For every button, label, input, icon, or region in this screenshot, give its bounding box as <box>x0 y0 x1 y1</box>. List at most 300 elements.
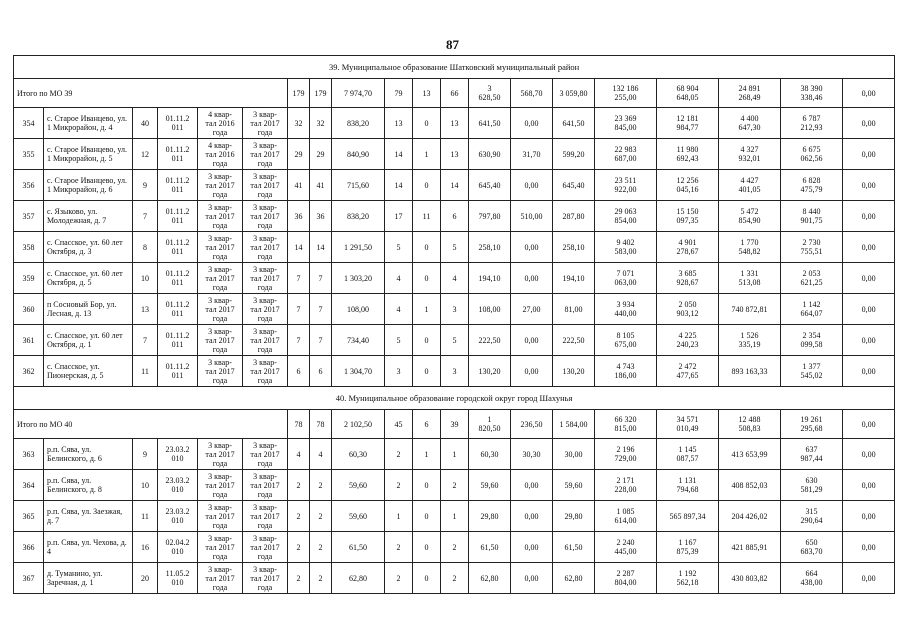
table-cell: 3 <box>441 356 469 387</box>
table-cell: 14 <box>441 170 469 201</box>
table-cell: 59,60 <box>332 501 385 532</box>
table-cell: 01.11.2 011 <box>158 139 198 170</box>
table-cell: 2 <box>288 470 310 501</box>
table-cell: 1 <box>413 439 441 470</box>
total-cell: 45 <box>385 410 413 439</box>
table-row <box>14 170 895 201</box>
table-cell: 60,30 <box>469 439 511 470</box>
table-cell: 01.11.2 011 <box>158 263 198 294</box>
table-cell: 360 <box>14 294 44 325</box>
table-cell: 1 192 562,18 <box>657 563 719 594</box>
table-cell: 740 872,81 <box>719 294 781 325</box>
table-cell: 3 <box>441 294 469 325</box>
table-cell: 1 770 548,82 <box>719 232 781 263</box>
table-cell: 1 167 875,39 <box>657 532 719 563</box>
table-cell: 0,00 <box>843 325 895 356</box>
table-cell: 650 683,70 <box>781 532 843 563</box>
table-cell: 6 <box>310 356 332 387</box>
address-cell: с. Языково, ул. Молодежная, д. 7 <box>44 201 133 232</box>
table-cell: 7 <box>133 201 158 232</box>
address-cell: с. Старое Иванцево, ул. 1 Микрорайон, д. 6 <box>44 170 133 201</box>
total-cell: 12 488 508,83 <box>719 410 781 439</box>
address-cell: п Сосновый Бор, ул. Лесная, д. 13 <box>44 294 133 325</box>
table-cell: 3 квар- тал 2017 года <box>198 232 243 263</box>
table-cell: 4 <box>288 439 310 470</box>
table-cell: 194,10 <box>469 263 511 294</box>
table-cell: 0,00 <box>511 108 553 139</box>
table-cell: 3 квар- тал 2017 года <box>243 294 288 325</box>
table-cell: 3 квар- тал 2017 года <box>243 325 288 356</box>
table-cell: 358 <box>14 232 44 263</box>
table-cell: 7 <box>288 325 310 356</box>
table-cell: 365 <box>14 501 44 532</box>
address-cell: р.п. Сява, ул. Заезжая, д. 7 <box>44 501 133 532</box>
table-cell: 6 <box>441 201 469 232</box>
table-cell: 0 <box>413 501 441 532</box>
table-cell: 1 145 087,57 <box>657 439 719 470</box>
total-cell: 3 059,80 <box>553 79 595 108</box>
table-cell: 258,10 <box>553 232 595 263</box>
table-cell: 838,20 <box>332 108 385 139</box>
table-cell: 2 <box>288 501 310 532</box>
table-cell: 41 <box>310 170 332 201</box>
table-cell: 3 квар- тал 2017 года <box>243 139 288 170</box>
table-cell: 22 983 687,00 <box>595 139 657 170</box>
total-cell: 179 <box>288 79 310 108</box>
table-cell: 0,00 <box>843 263 895 294</box>
table-cell: 01.11.2 011 <box>158 294 198 325</box>
table-cell: 17 <box>385 201 413 232</box>
table-cell: 637 987,44 <box>781 439 843 470</box>
table-cell: 2 171 228,00 <box>595 470 657 501</box>
table-cell: 15 150 097,35 <box>657 201 719 232</box>
total-row <box>14 410 895 439</box>
section-title: 39. Муниципальное образование Шатковский муниципальный район <box>14 56 895 79</box>
table-cell: 61,50 <box>469 532 511 563</box>
table-cell: 29 063 854,00 <box>595 201 657 232</box>
table-cell: 59,60 <box>332 470 385 501</box>
table-cell: 9 402 583,00 <box>595 232 657 263</box>
table-cell: 0,00 <box>511 501 553 532</box>
table-row <box>14 563 895 594</box>
total-cell: 38 390 338,46 <box>781 79 843 108</box>
table-cell: 222,50 <box>553 325 595 356</box>
table-cell: 3 квар- тал 2017 года <box>243 108 288 139</box>
table-cell: 0 <box>413 263 441 294</box>
table-cell: 0,00 <box>843 170 895 201</box>
table-cell: 41 <box>288 170 310 201</box>
table-cell: 02.04.2 010 <box>158 532 198 563</box>
table-cell: 6 787 212,93 <box>781 108 843 139</box>
table-cell: 3 квар- тал 2017 года <box>243 501 288 532</box>
table-cell: 108,00 <box>332 294 385 325</box>
table-cell: 362 <box>14 356 44 387</box>
table-cell: 0 <box>413 232 441 263</box>
table-cell: 0,00 <box>843 139 895 170</box>
table-cell: 0,00 <box>843 356 895 387</box>
table-cell: 29 <box>310 139 332 170</box>
table-cell: 7 <box>310 263 332 294</box>
table-cell: 645,40 <box>553 170 595 201</box>
total-cell: 1 584,00 <box>553 410 595 439</box>
table-cell: 108,00 <box>469 294 511 325</box>
table-cell: 2 <box>310 563 332 594</box>
table-cell: 0,00 <box>511 263 553 294</box>
total-label: Итого по МО 40 <box>14 410 288 439</box>
table-cell: 0,00 <box>843 201 895 232</box>
table-cell: 13 <box>441 108 469 139</box>
table-cell: 7 <box>310 325 332 356</box>
table-cell: 357 <box>14 201 44 232</box>
total-label: Итого по МО 39 <box>14 79 288 108</box>
table-cell: 3 квар- тал 2017 года <box>243 232 288 263</box>
total-cell: 236,50 <box>511 410 553 439</box>
table-cell: 4 <box>385 263 413 294</box>
total-cell: 3 628,50 <box>469 79 511 108</box>
table-cell: 23.03.2 010 <box>158 501 198 532</box>
table-cell: 287,80 <box>553 201 595 232</box>
table-cell: 61,50 <box>553 532 595 563</box>
table-cell: 3 934 440,00 <box>595 294 657 325</box>
table-cell: 7 071 063,00 <box>595 263 657 294</box>
total-cell: 34 571 010,49 <box>657 410 719 439</box>
table-row <box>14 294 895 325</box>
table-cell: 6 <box>288 356 310 387</box>
table-cell: 0,00 <box>511 563 553 594</box>
table-cell: 2 <box>385 532 413 563</box>
address-cell: р.п. Сява, ул. Белинского, д. 6 <box>44 439 133 470</box>
table-cell: 1 <box>385 501 413 532</box>
table-cell: 23.03.2 010 <box>158 439 198 470</box>
table-cell: 14 <box>385 139 413 170</box>
table-cell: 3 квар- тал 2017 года <box>198 501 243 532</box>
table-cell: 356 <box>14 170 44 201</box>
table-cell: 2 <box>310 501 332 532</box>
table-cell: 12 181 984,77 <box>657 108 719 139</box>
total-cell: 68 904 648,05 <box>657 79 719 108</box>
table-cell: 413 653,99 <box>719 439 781 470</box>
table-cell: 599,20 <box>553 139 595 170</box>
table-cell: 31,70 <box>511 139 553 170</box>
table-cell: 2 <box>441 470 469 501</box>
table-cell: 13 <box>385 108 413 139</box>
table-cell: 1 526 335,19 <box>719 325 781 356</box>
table-cell: 0 <box>413 356 441 387</box>
address-cell: с. Спасское, ул. 60 лет Октября, д. 1 <box>44 325 133 356</box>
table-row <box>14 501 895 532</box>
table-cell: 130,20 <box>553 356 595 387</box>
total-cell: 78 <box>288 410 310 439</box>
section-title-row <box>14 387 895 410</box>
table-cell: 2 287 804,00 <box>595 563 657 594</box>
table-cell: 258,10 <box>469 232 511 263</box>
table-cell: 59,60 <box>469 470 511 501</box>
table-cell: 630 581,29 <box>781 470 843 501</box>
total-cell: 66 <box>441 79 469 108</box>
table-cell: 20 <box>133 563 158 594</box>
address-cell: с. Спасское, ул. 60 лет Октября, д. 3 <box>44 232 133 263</box>
table-cell: 4 <box>385 294 413 325</box>
table-cell: 641,50 <box>469 108 511 139</box>
table-cell: 0,00 <box>511 170 553 201</box>
table-cell: 32 <box>288 108 310 139</box>
table-cell: 2 <box>385 439 413 470</box>
table-row <box>14 232 895 263</box>
total-cell: 79 <box>385 79 413 108</box>
table-cell: 59,60 <box>553 470 595 501</box>
table-cell: 630,90 <box>469 139 511 170</box>
table-cell: 8 <box>133 232 158 263</box>
table-cell: 62,80 <box>332 563 385 594</box>
table-cell: 359 <box>14 263 44 294</box>
table-cell: 40 <box>133 108 158 139</box>
table-row <box>14 439 895 470</box>
section-title-row <box>14 56 895 79</box>
table-cell: 01.11.2 011 <box>158 232 198 263</box>
table-cell: 11 980 692,43 <box>657 139 719 170</box>
total-cell: 2 102,50 <box>332 410 385 439</box>
table-cell: 1 131 794,68 <box>657 470 719 501</box>
table-cell: 1 <box>413 294 441 325</box>
table-cell: 1 303,20 <box>332 263 385 294</box>
table-cell: 0 <box>413 563 441 594</box>
address-cell: с. Старое Иванцево, ул. 1 Микрорайон, д. 5 <box>44 139 133 170</box>
total-cell: 66 320 815,00 <box>595 410 657 439</box>
table-cell: 366 <box>14 532 44 563</box>
table-cell: 0,00 <box>511 232 553 263</box>
table-cell: 222,50 <box>469 325 511 356</box>
table-cell: 1 377 545,02 <box>781 356 843 387</box>
table-cell: 01.11.2 011 <box>158 201 198 232</box>
table-cell: 361 <box>14 325 44 356</box>
table-cell: 4 743 186,00 <box>595 356 657 387</box>
table-cell: 7 <box>133 325 158 356</box>
table-cell: 29 <box>288 139 310 170</box>
table-cell: 364 <box>14 470 44 501</box>
table-cell: 355 <box>14 139 44 170</box>
table-cell: 1 142 664,07 <box>781 294 843 325</box>
table-cell: 2 <box>385 470 413 501</box>
table-cell: 5 <box>441 232 469 263</box>
table-cell: 3 квар- тал 2017 года <box>243 439 288 470</box>
table-cell: 62,80 <box>553 563 595 594</box>
table-cell: 36 <box>310 201 332 232</box>
total-cell: 13 <box>413 79 441 108</box>
table-cell: 5 <box>385 232 413 263</box>
table-cell: 0,00 <box>843 470 895 501</box>
table-cell: 6 828 475,79 <box>781 170 843 201</box>
table-cell: 3 квар- тал 2017 года <box>198 532 243 563</box>
table-cell: 2 <box>441 563 469 594</box>
table-row <box>14 470 895 501</box>
table-cell: 3 квар- тал 2017 года <box>198 263 243 294</box>
address-cell: д. Туманино, ул. Заречная, д. 1 <box>44 563 133 594</box>
table-cell: 3 квар- тал 2017 года <box>243 470 288 501</box>
table-cell: 510,00 <box>511 201 553 232</box>
table-cell: 2 354 099,58 <box>781 325 843 356</box>
table-cell: 10 <box>133 263 158 294</box>
table-row <box>14 356 895 387</box>
table-cell: 13 <box>441 139 469 170</box>
table-cell: 194,10 <box>553 263 595 294</box>
table-cell: 2 053 621,25 <box>781 263 843 294</box>
total-cell: 7 974,70 <box>332 79 385 108</box>
table-cell: 838,20 <box>332 201 385 232</box>
table-cell: 4 квар- тал 2016 года <box>198 108 243 139</box>
table-cell: 5 <box>385 325 413 356</box>
address-cell: р.п. Сява, ул. Чехова, д. 4 <box>44 532 133 563</box>
table-cell: 14 <box>310 232 332 263</box>
table-cell: 3 685 928,67 <box>657 263 719 294</box>
table-cell: 12 256 045,16 <box>657 170 719 201</box>
table-cell: 7 <box>310 294 332 325</box>
table-cell: 0,00 <box>843 563 895 594</box>
table-cell: 11 <box>133 356 158 387</box>
table-cell: 2 <box>385 563 413 594</box>
table-cell: 3 квар- тал 2017 года <box>198 470 243 501</box>
table-cell: 61,50 <box>332 532 385 563</box>
table-cell: 2 196 729,00 <box>595 439 657 470</box>
table-cell: 2 472 477,65 <box>657 356 719 387</box>
total-cell: 1 820,50 <box>469 410 511 439</box>
table-cell: 565 897,34 <box>657 501 719 532</box>
table-cell: 30,30 <box>511 439 553 470</box>
table-cell: 734,40 <box>332 325 385 356</box>
table-cell: 204 426,02 <box>719 501 781 532</box>
table-cell: 9 <box>133 439 158 470</box>
table-row <box>14 201 895 232</box>
table-cell: 4 квар- тал 2016 года <box>198 139 243 170</box>
table-cell: 60,30 <box>332 439 385 470</box>
table-cell: 29,80 <box>553 501 595 532</box>
table-cell: 3 квар- тал 2017 года <box>198 356 243 387</box>
table-cell: 2 730 755,51 <box>781 232 843 263</box>
total-cell: 78 <box>310 410 332 439</box>
table-cell: 2 <box>288 532 310 563</box>
table-cell: 01.11.2 011 <box>158 325 198 356</box>
table-cell: 4 327 932,01 <box>719 139 781 170</box>
table-row <box>14 139 895 170</box>
total-cell: 24 891 268,49 <box>719 79 781 108</box>
table-cell: 14 <box>385 170 413 201</box>
table-cell: 36 <box>288 201 310 232</box>
table-cell: 3 квар- тал 2017 года <box>198 294 243 325</box>
table-cell: 3 квар- тал 2017 года <box>243 563 288 594</box>
table-cell: 4 225 240,23 <box>657 325 719 356</box>
total-cell: 568,70 <box>511 79 553 108</box>
table-cell: 14 <box>288 232 310 263</box>
table-cell: 797,80 <box>469 201 511 232</box>
table-cell: 23 369 845,00 <box>595 108 657 139</box>
table-cell: 62,80 <box>469 563 511 594</box>
table-cell: 0,00 <box>843 439 895 470</box>
table-cell: 893 163,33 <box>719 356 781 387</box>
table-cell: 4 427 401,05 <box>719 170 781 201</box>
table-cell: 3 квар- тал 2017 года <box>198 170 243 201</box>
table-cell: 430 803,82 <box>719 563 781 594</box>
table-cell: 1 291,50 <box>332 232 385 263</box>
table-cell: 5 472 854,90 <box>719 201 781 232</box>
table-cell: 8 105 675,00 <box>595 325 657 356</box>
table-cell: 0 <box>413 170 441 201</box>
table-cell: 1 304,70 <box>332 356 385 387</box>
table-cell: 2 050 903,12 <box>657 294 719 325</box>
table-cell: 01.11.2 011 <box>158 170 198 201</box>
table-cell: 5 <box>441 325 469 356</box>
table-cell: 0,00 <box>843 501 895 532</box>
table-cell: 81,00 <box>553 294 595 325</box>
table-cell: 715,60 <box>332 170 385 201</box>
table-cell: 3 квар- тал 2017 года <box>198 439 243 470</box>
table-cell: 11.05.2 010 <box>158 563 198 594</box>
table-cell: 7 <box>288 263 310 294</box>
table-cell: 3 квар- тал 2017 года <box>243 201 288 232</box>
table-cell: 664 438,00 <box>781 563 843 594</box>
table-cell: 16 <box>133 532 158 563</box>
table-cell: 0,00 <box>511 325 553 356</box>
total-cell: 132 186 255,00 <box>595 79 657 108</box>
table-cell: 32 <box>310 108 332 139</box>
total-cell: 0,00 <box>843 79 895 108</box>
table-cell: 0,00 <box>843 294 895 325</box>
table-cell: 10 <box>133 470 158 501</box>
total-cell: 179 <box>310 79 332 108</box>
table-cell: 3 квар- тал 2017 года <box>198 563 243 594</box>
address-cell: с. Спасское, ул. Пионерская, д. 5 <box>44 356 133 387</box>
address-cell: с. Спасское, ул. 60 лет Октября, д. 5 <box>44 263 133 294</box>
table-cell: 4 901 278,67 <box>657 232 719 263</box>
table-cell: 3 квар- тал 2017 года <box>243 532 288 563</box>
table-cell: 0,00 <box>843 532 895 563</box>
table-cell: 30,00 <box>553 439 595 470</box>
table-cell: 363 <box>14 439 44 470</box>
table-cell: 7 <box>288 294 310 325</box>
table-cell: 3 квар- тал 2017 года <box>243 356 288 387</box>
table-cell: 1 331 513,08 <box>719 263 781 294</box>
table-cell: 0 <box>413 108 441 139</box>
table-cell: 11 <box>133 501 158 532</box>
table-cell: 408 852,03 <box>719 470 781 501</box>
table-cell: 3 <box>385 356 413 387</box>
table-cell: 0 <box>413 325 441 356</box>
table-row <box>14 325 895 356</box>
table-row <box>14 263 895 294</box>
table-cell: 1 <box>441 439 469 470</box>
table-cell: 130,20 <box>469 356 511 387</box>
table-cell: 3 квар- тал 2017 года <box>198 201 243 232</box>
table-cell: 0,00 <box>511 470 553 501</box>
table-cell: 9 <box>133 170 158 201</box>
total-row <box>14 79 895 108</box>
table-cell: 13 <box>133 294 158 325</box>
table-cell: 27,00 <box>511 294 553 325</box>
table-cell: 1 <box>413 139 441 170</box>
table-cell: 0,00 <box>843 232 895 263</box>
table-cell: 1 <box>441 501 469 532</box>
total-cell: 39 <box>441 410 469 439</box>
table-cell: 01.11.2 011 <box>158 108 198 139</box>
table-cell: 2 <box>310 532 332 563</box>
table-cell: 4 <box>310 439 332 470</box>
table-cell: 0 <box>413 470 441 501</box>
total-cell: 0,00 <box>843 410 895 439</box>
table-cell: 0,00 <box>843 108 895 139</box>
table-cell: 0,00 <box>511 532 553 563</box>
table-cell: 1 085 614,00 <box>595 501 657 532</box>
table-cell: 4 <box>441 263 469 294</box>
table-cell: 0,00 <box>511 356 553 387</box>
table-cell: 2 <box>288 563 310 594</box>
